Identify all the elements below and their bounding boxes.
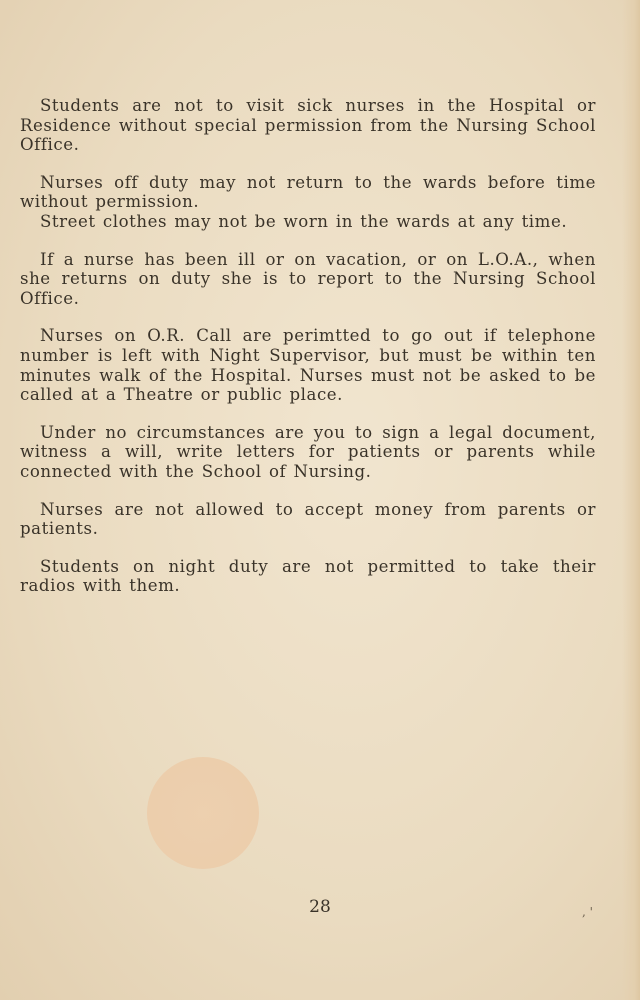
paragraph-visiting: Students are not to visit sick nurses in the Hospital or Residence without special permission from the Nursing School Office. — [20, 96, 596, 155]
page-edge-shadow — [622, 0, 640, 1000]
paragraph-or-call: Nurses on O.R. Call are perimtted to go out if telephone number is left with Night Supervisor, but must be within ten minutes walk of the Hospital. Nurses must not be asked to be called at a Theatre or public place. — [20, 326, 596, 405]
paragraph-legal-documents: Under no circumstances are you to sign a legal document, witness a will, write letters for patients or parents while connected with the School of Nursing. — [20, 422, 596, 481]
paper-stain — [147, 757, 259, 869]
paragraph-money: Nurses are not allowed to accept money from parents or patients. — [20, 499, 596, 539]
rules-text — [20, 96, 596, 614]
page-number: 28 — [309, 897, 331, 917]
paragraph-street-clothes: Street clothes may not be worn in the wards at any time. — [40, 211, 568, 231]
paragraph-off-duty: Nurses off duty may not return to the wards before time without permission. — [20, 172, 596, 212]
ink-speck: , ' — [582, 905, 593, 919]
paragraph-return-duty: If a nurse has been ill or on vacation, or on L.O.A., when she returns on duty she is to report to the Nursing School Office. — [20, 249, 596, 308]
paragraph-radios: Students on night duty are not permitted to take their radios with them. — [20, 556, 596, 596]
